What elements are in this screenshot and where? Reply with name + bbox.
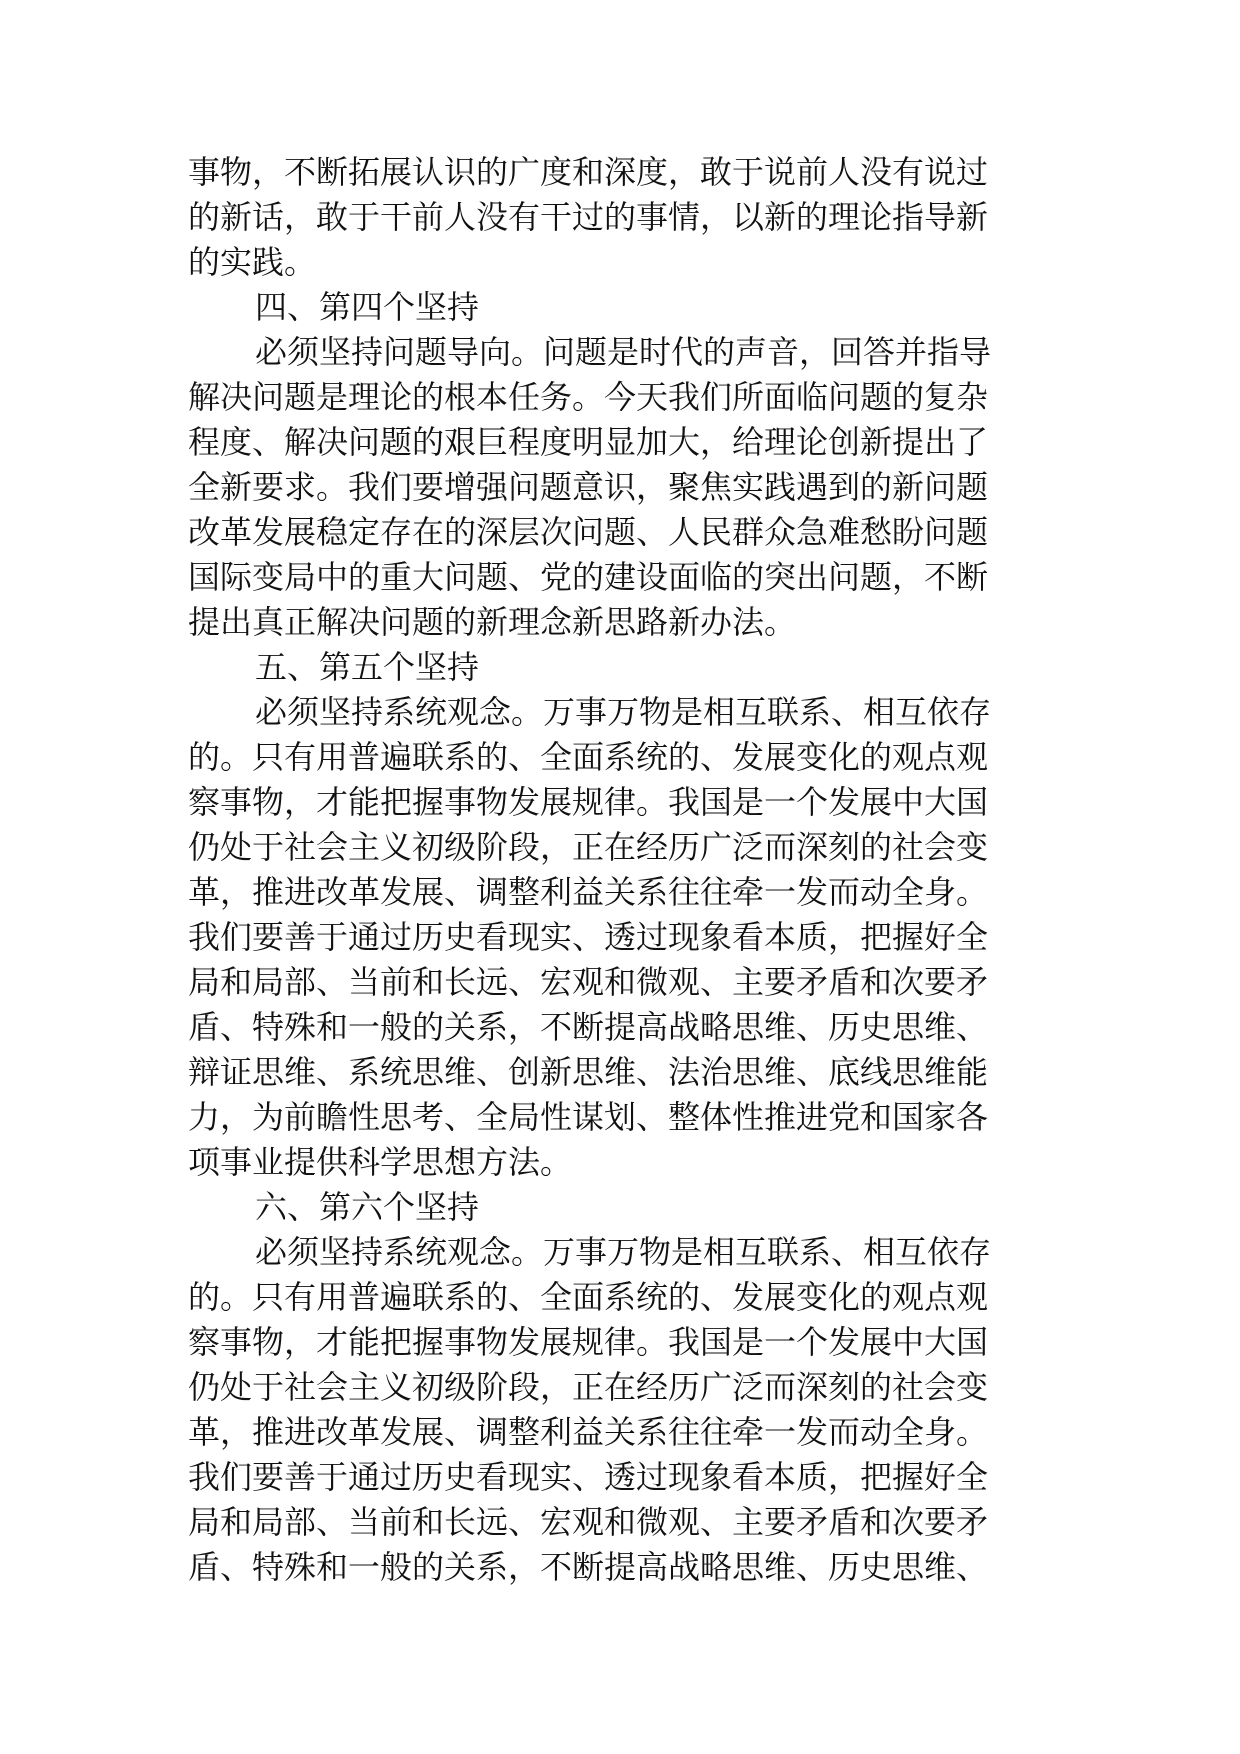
text-line: 盾、特殊和一般的关系，不断提高战略思维、历史思维、 — [188, 1008, 989, 1046]
text-line: 的实践。 — [188, 243, 317, 281]
text-line: 程度、解决问题的艰巨程度明显加大，给理论创新提出了 — [188, 423, 989, 461]
text-line: 力，为前瞻性思考、全局性谋划、整体性推进党和国家各 — [188, 1098, 989, 1136]
text-line: 局和局部、当前和长远、宏观和微观、主要矛盾和次要矛 — [188, 1503, 989, 1541]
paragraph-first-line: 必须坚持系统观念。万事万物是相互联系、相互依存 — [255, 1233, 992, 1271]
text-line: 仍处于社会主义初级阶段，正在经历广泛而深刻的社会变 — [188, 1368, 989, 1406]
text-line: 仍处于社会主义初级阶段，正在经历广泛而深刻的社会变 — [188, 828, 989, 866]
text-line: 全新要求。我们要增强问题意识，聚焦实践遇到的新问题 — [188, 468, 989, 506]
text-line: 局和局部、当前和长远、宏观和微观、主要矛盾和次要矛 — [188, 963, 989, 1001]
text-line: 事物，不断拓展认识的广度和深度，敢于说前人没有说过 — [188, 153, 989, 191]
text-line: 察事物，才能把握事物发展规律。我国是一个发展中大国 — [188, 1323, 989, 1361]
text-line: 察事物，才能把握事物发展规律。我国是一个发展中大国 — [188, 783, 989, 821]
text-line: 革，推进改革发展、调整利益关系往往牵一发而动全身。 — [188, 873, 989, 911]
text-line: 的。只有用普遍联系的、全面系统的、发展变化的观点观 — [188, 1278, 989, 1316]
text-line: 我们要善于通过历史看现实、透过现象看本质，把握好全 — [188, 1458, 989, 1496]
text-line: 革，推进改革发展、调整利益关系往往牵一发而动全身。 — [188, 1413, 989, 1451]
text-line: 我们要善于通过历史看现实、透过现象看本质，把握好全 — [188, 918, 989, 956]
text-line: 盾、特殊和一般的关系，不断提高战略思维、历史思维、 — [188, 1548, 989, 1586]
text-line: 的新话，敢于干前人没有干过的事情，以新的理论指导新 — [188, 198, 989, 236]
document-page — [188, 150, 1060, 1590]
text-line: 改革发展稳定存在的深层次问题、人民群众急难愁盼问题 — [188, 513, 989, 551]
text-line: 解决问题是理论的根本任务。今天我们所面临问题的复杂 — [188, 378, 989, 416]
paragraph-first-line: 必须坚持问题导向。问题是时代的声音，回答并指导 — [255, 333, 992, 371]
section-heading: 六、第六个坚持 — [255, 1188, 480, 1226]
text-line: 项事业提供科学思想方法。 — [188, 1143, 573, 1181]
text-line: 国际变局中的重大问题、党的建设面临的突出问题，不断 — [188, 558, 989, 596]
text-line: 辩证思维、系统思维、创新思维、法治思维、底线思维能 — [188, 1053, 989, 1091]
paragraph-first-line: 必须坚持系统观念。万事万物是相互联系、相互依存 — [255, 693, 992, 731]
text-line: 提出真正解决问题的新理念新思路新办法。 — [188, 603, 797, 641]
text-line: 的。只有用普遍联系的、全面系统的、发展变化的观点观 — [188, 738, 989, 776]
section-heading: 五、第五个坚持 — [255, 648, 480, 686]
section-heading: 四、第四个坚持 — [255, 288, 480, 326]
